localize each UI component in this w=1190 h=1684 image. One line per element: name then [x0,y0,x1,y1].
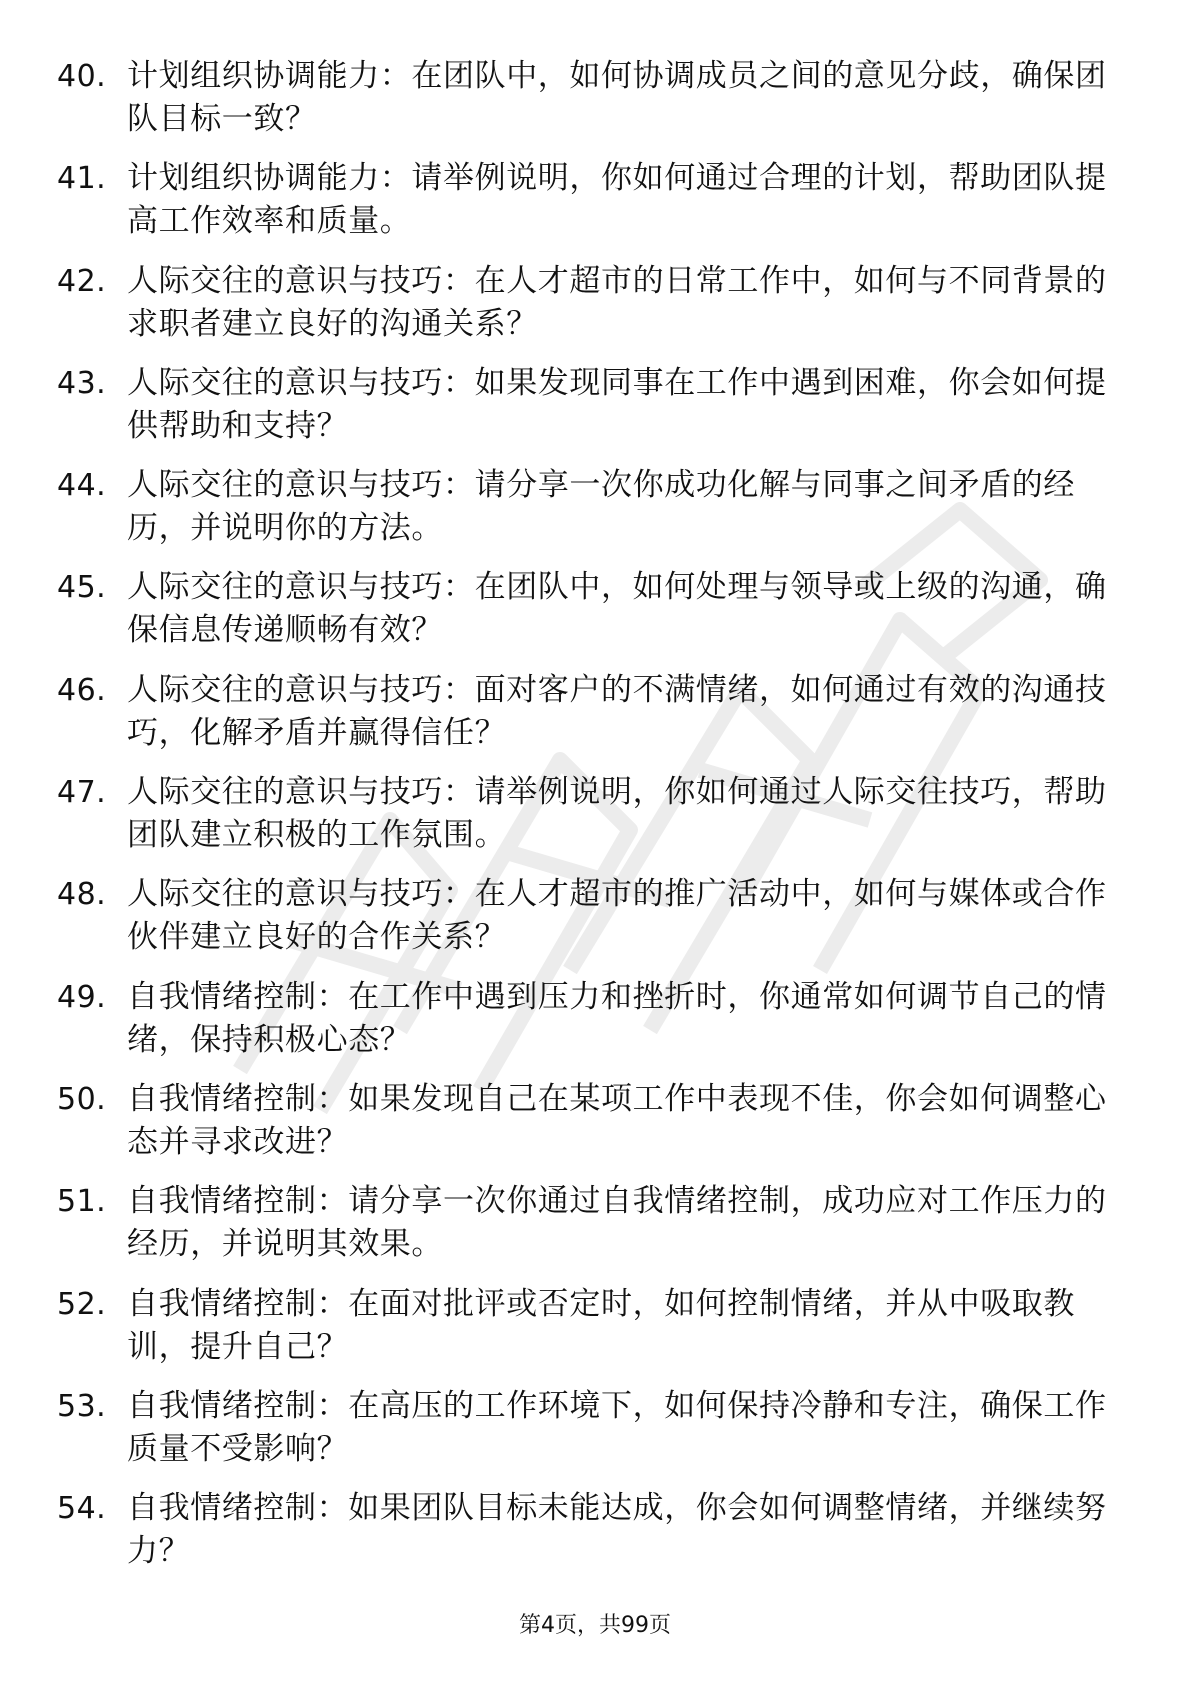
question-text: 人际交往的意识与技巧：请分享一次你成功化解与同事之间矛盾的经历，并说明你的方法。 [127,467,1075,547]
question-number: 52. [57,1286,107,1322]
question-text: 人际交往的意识与技巧：在人才超市的推广活动中，如何与媒体或合作伙伴建立良好的合作关系？ [127,876,1107,956]
list-item [0,1078,1190,1180]
question-number: 49. [57,979,107,1015]
list-item [0,1283,1190,1385]
list-item [0,1487,1190,1589]
question-text: 计划组织协调能力：在团队中，如何协调成员之间的意见分歧，确保团队目标一致？ [127,58,1107,137]
question-text: 自我情绪控制：请分享一次你通过自我情绪控制，成功应对工作压力的经历，并说明其效果。 [127,1183,1107,1263]
list-item [0,771,1190,873]
question-number: 42. [57,263,107,299]
question-number: 50. [57,1081,107,1117]
question-text: 自我情绪控制：在工作中遇到压力和挫折时，你通常如何调节自己的情绪，保持积极心态？ [127,978,1107,1058]
question-number: 40. [57,59,107,94]
list-item [0,669,1190,771]
list-item [0,976,1190,1078]
question-number: 51. [57,1184,107,1220]
question-number: 43. [57,365,107,401]
list-item [0,464,1190,566]
question-text: 自我情绪控制：如果发现自己在某项工作中表现不佳，你会如何调整心态并寻求改进？ [127,1080,1107,1160]
question-text: 自我情绪控制：在面对批评或否定时，如何控制情绪，并从中吸取教训，提升自己？ [127,1285,1075,1365]
question-number: 47. [57,775,107,811]
question-text: 人际交往的意识与技巧：请举例说明，你如何通过人际交往技巧，帮助团队建立积极的工作氛围。 [127,774,1107,854]
list-item [0,566,1190,668]
question-text: 人际交往的意识与技巧：在人才超市的日常工作中，如何与不同背景的求职者建立良好的沟通关系？ [127,262,1107,342]
question-number: 44. [57,468,107,504]
list-item [0,1385,1190,1487]
list-item [0,1180,1190,1282]
list-item [0,873,1190,975]
question-text: 自我情绪控制：如果团队目标未能达成，你会如何调整情绪，并继续努力？ [127,1490,1107,1570]
question-text: 人际交往的意识与技巧：在团队中，如何处理与领导或上级的沟通，确保信息传递顺畅有效？ [127,569,1107,649]
question-text: 计划组织协调能力：请举例说明，你如何通过合理的计划，帮助团队提高工作效率和质量。 [127,160,1107,240]
question-number: 54. [57,1491,107,1527]
question-list [0,55,1190,1589]
question-number: 45. [57,570,107,606]
list-item [0,260,1190,362]
question-number: 46. [57,672,107,708]
list-item [0,362,1190,464]
question-number: 48. [57,877,107,913]
question-number: 53. [57,1388,107,1424]
list-item [0,55,1190,157]
question-text: 人际交往的意识与技巧：面对客户的不满情绪，如何通过有效的沟通技巧，化解矛盾并赢得信任？ [127,671,1107,751]
question-text: 自我情绪控制：在高压的工作环境下，如何保持冷静和专注，确保工作质量不受影响？ [127,1387,1107,1467]
list-item [0,157,1190,259]
page-footer [0,1611,1190,1641]
page-number-label: 第4页，共99页 [519,1613,671,1638]
question-text: 人际交往的意识与技巧：如果发现同事在工作中遇到困难，你会如何提供帮助和支持？ [127,364,1107,444]
question-number: 41. [57,161,107,197]
